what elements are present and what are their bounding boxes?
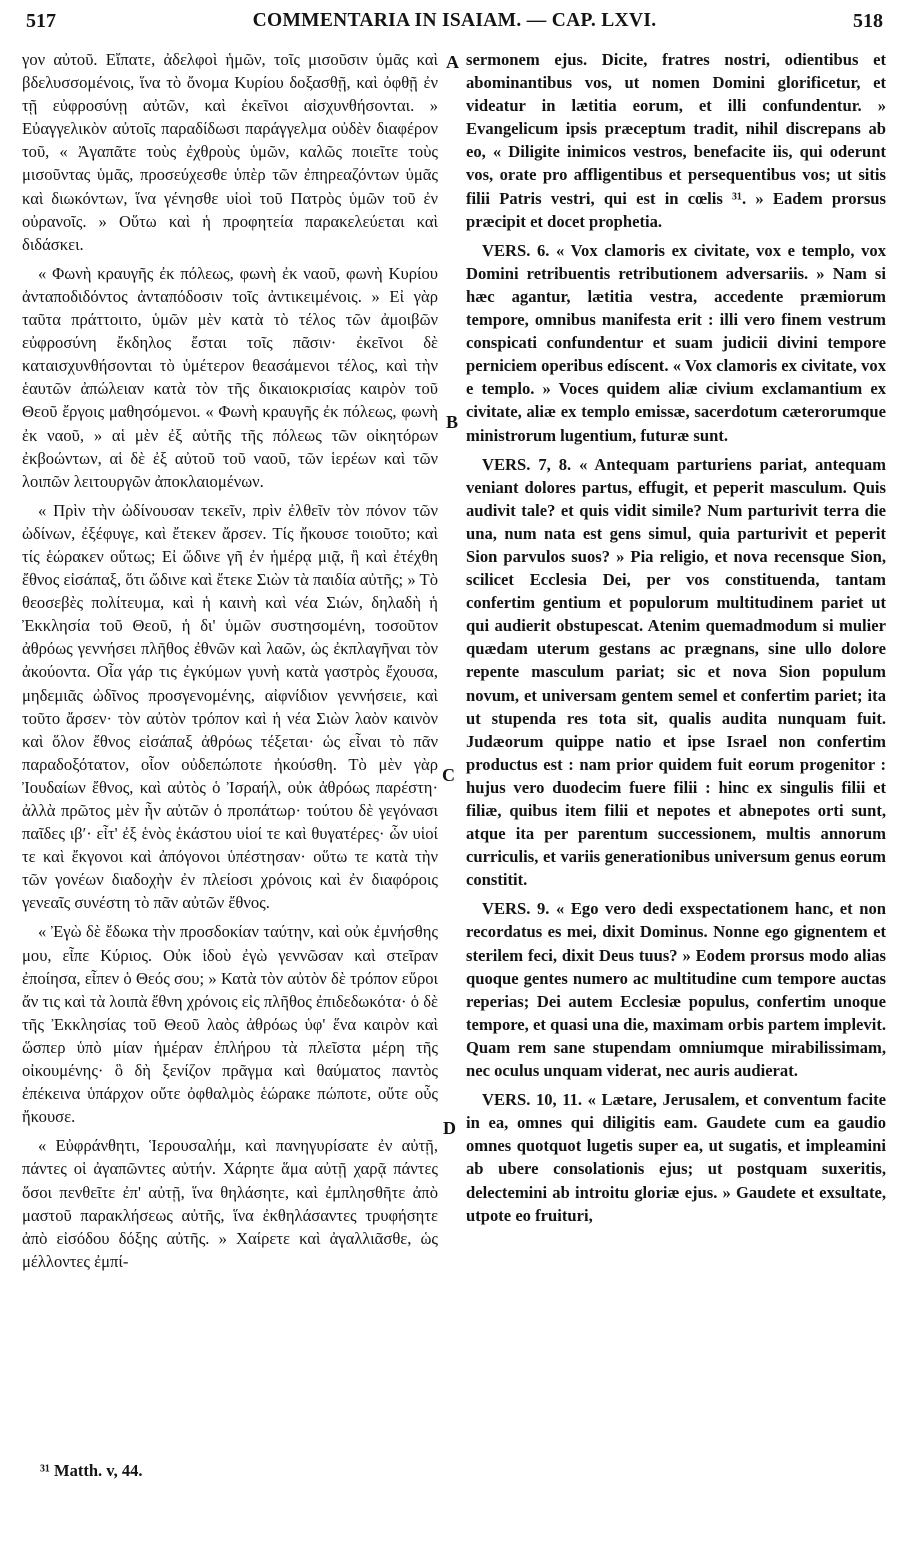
greek-paragraph: « Εὐφράνθητι, Ἱερουσαλήμ, καὶ πανηγυρίσατε ἐν αὐτῇ, πάντες οἱ ἀγαπῶντες αὐτήν. Χάρητε ἅμα αὐτῇ χαρᾷ πάντες ὅσοι πενθεῖτε ἐπ' αὐτῇ, ἵνα θηλάσητε, καὶ ἐμπλησθῆτε ἀπὸ μαστοῦ παρακλήσεως αὐτῆς, ἵνα ἐκθηλάσαντες τρυφήσητε ἀπὸ εἰσόδου δόξης αὐτῆς. » Χαίρετε καὶ ἀγαλλιᾶσθε, ὡς μέλλοντες ἐμπί- — [22, 1136, 438, 1271]
greek-paragraph: « Φωνὴ κραυγῆς ἐκ πόλεως, φωνὴ ἐκ ναοῦ, φωνὴ Κυρίου ἀνταποδιδόντος ἀνταπόδοσιν τοῖς ἀντικειμένοις. » Εἰ γὰρ ταῦτα πράττοιτο, ὑμῶν μὲν κατὰ τὸ τέλος τῶν ἀμοιβῶν εὐφροσύνη ἔκδηλος ἔσται τοῖς πᾶσιν· ἐκεῖνοι δὲ καταισχυνθήσονται τὸ ὑμέτερον θεασάμενοι τέλος, καὶ τὴν ἑαυτῶν ἀπώλειαν κατὰ τὸν τῆς δικαιοκρισίας καιρὸν τοῦ Θεοῦ ἔργοις μαθησόμενοι. « Φωνὴ κραυγῆς ἐκ πόλεως, φωνὴ ἐκ ναοῦ, » αἱ μὲν ἐξ αὐτῆς τῆς πόλεως τῶν οἰκητόρων ἐκβοώντων, αἱ δὲ ἐξ αὐτοῦ τοῦ ναοῦ, τῶν ἱερέων καὶ τῶν λοιπῶν λειτουργῶν ἀποκλαιομένων. — [22, 263, 438, 491]
greek-paragraph: « Ἐγὼ δὲ ἔδωκα τὴν προσδοκίαν ταύτην, καὶ οὐκ ἐμνήσθης μου, εἶπε Κύριος. Οὐκ ἰδοὺ ἐγὼ γεννῶσαν καὶ στεῖραν ἐποίησα, εἶπεν ὁ Θεός σου; » Κατὰ τὸν αὐτὸν δὲ τρόπον εὕροι ἄν τις καὶ τὰ λοιπὰ ἔθνη χρόνοις εἰς πλῆθος ἐπιδεδωκότα· ὁ δὲ τῆς Ἐκκλησίας τοῦ Θεοῦ λαὸς ἀθρόως ὑφ' ἕνα καιρὸν καὶ ὥσπερ ὑπὸ μίαν ἡμέραν ἐπλήρου τὰ πλεῖστα μέρη τῆς οἰκουμένης· ὃ δὴ ξενίζον πρᾶγμα καὶ θαύματος παντὸς ἐπέκεινα ὑπάρχον οὔτε ὀφθαλμὸς ἑώρακε πώποτε, οὔτε οὖς ἤκουσε. — [22, 922, 438, 1127]
greek-paragraph: γον αὐτοῦ. Εἴπατε, ἀδελφοὶ ἡμῶν, τοῖς μισοῦσιν ὑμᾶς καὶ βδελυσσομένοις, ἵνα τὸ ὄνομα Κυρίου δοξασθῇ, καὶ ὀφθῇ ἐν τῇ εὐφροσύνῃ αὐτῶν, καὶ ἐκεῖνοι αἰσχυνθήσονται. » Εὐαγγελικὸν αὐτοῖς παραδίδωσι παράγγελμα οὐδὲν διαφέρον τοῦ, « Ἀγαπᾶτε τοὺς ἐχθροὺς ὑμῶν, καλῶς ποιεῖτε τοὺς μισοῦντας ὑμᾶς, προσεύχεσθε ὑπὲρ τῶν ἐπηρεαζόντων ὑμᾶς καὶ διωκόντων, ἵνα γένησθε υἱοὶ τοῦ Πατρὸς ὑμῶν τοῦ ἐν οὐρανοῖς. » Οὕτω καὶ ἡ προφητεία παρακελεύεται καὶ διδάσκει. — [22, 50, 438, 254]
page-header — [26, 6, 883, 36]
footnote: ³¹ Matth. v, 44. — [40, 1461, 143, 1480]
page-number-right: 518 — [853, 9, 883, 32]
page-number-left: 517 — [26, 9, 56, 32]
latin-paragraph-vers-10-11: VERS. 10, 11. « Lætare, Jerusalem, et conventum facite in ea, omnes qui diligitis eam. Gaudete cum ea gaudio omnes quotquot lugetis super ea, ut sugatis, et impleamini ab ubere consolationis ejus; ut postquam suxeritis, delectemini ab introitu gloriæ ejus. » Gaudete et exsultate, utpote eo fruituri, — [466, 1090, 886, 1225]
margin-marker-d: D — [443, 1118, 456, 1138]
margin-marker-b: B — [446, 412, 459, 432]
margin-marker-a: A — [446, 52, 459, 72]
latin-column — [466, 48, 886, 1227]
latin-paragraph: sermonem ejus. Dicite, fratres nostri, odientibus et abominantibus vos, ut nomen Domini glorificetur, et videatur in lætitia eorum, et illi confundentur. » Evangelicum ipsis præceptum tradit, nihil discrepans ab eo, « Diligite inimicos vestros, benefacite iis, qui oderunt vos, orate pro affligentibus et persequentibus vos; ut sitis filii Patris vestri, qui est in cœlis ³¹. » Eadem prorsus præcipit et docet prophetia. — [466, 50, 886, 231]
latin-paragraph-vers-9: VERS. 9. « Ego vero dedi exspectationem hanc, et non recordatus es mei, dixit Dominus. Nonne ego gignentem et sterilem feci, dixit Deus tuus? » Eodem prorsus modo alias quoque gentes numero ac multitudine cum tempore auctas reperias; Dei autem Ecclesiæ populus, confertim unoque tempore, et quasi una die, maximam orbis partem implevit. Quam rem sane stupendam omniumque mirabilissimam, nec oculus unquam viderat, nec auris audierat. — [466, 899, 886, 1081]
greek-paragraph: « Πρὶν τὴν ὠδίνουσαν τεκεῖν, πρὶν ἐλθεῖν τὸν πόνον τῶν ὠδίνων, ἐξέφυγε, καὶ ἔτεκεν ἄρσεν. Τίς ἤκουσε τοιοῦτο; καὶ τίς ἑώρακεν οὕτως; Εἰ ὤδινε γῆ ἐν ἡμέρᾳ μιᾷ, ἢ καὶ ἐτέχθη ἔθνος εἰσάπαξ, ὅτι ὤδινε καὶ ἔτεκε Σιὼν τὰ παιδία αὐτῆς; » Τὸ θεοσεβὲς πολίτευμα, καὶ ἡ καινὴ καὶ νέα Σιών, δηλαδὴ ἡ Ἐκκλησία τοῦ Θεοῦ, ἡ δι' ὑμῶν συστησομένη, τοσοῦτον ἀθρόως γεννήσει πλῆθος ἐθνῶν καὶ λαῶν, ὡς ἐκπλαγῆναι τὸν ἀκούοντα. Οἷα γάρ τις ἐγκύμων γυνὴ κατὰ γαστρὸς ἔχουσα, μηδεμιᾶς ὠδῖνος προσγενομένης, αἰφνίδιον γεννήσειε, καὶ τοῦτο ἄρσεν· τὸν αὐτὸν τρόπον καὶ ἡ νέα Σιὼν λαὸν καινὸν καὶ ὅλον ἔθνος εἰσάπαξ ἀθρόως τέξεται· ὡς εἶναι τὸ πᾶν παραδοξότατον, οἷον οὐδεπώποτε ἠκούσθη. Τὸ μὲν γὰρ Ἰουδαίων ἔθνος, καὶ αὐτὸς ὁ Ἰσραήλ, οὐκ ἀθρόως παρέστη· ἀλλὰ πρῶτος μὲν ἦν αὐτῶν ὁ προπάτωρ· τούτου δὲ γεγόνασι παῖδες ιβʹ· εἶτ' ἐξ ἑνὸς ἑκάστου υἱοί τε καὶ θυγατέρες· ὧν υἱοί τε καὶ ἔκγονοι καὶ ἀπόγονοι ὑπέστησαν· οὕτω τε κατὰ τὴν τῶν γονέων διαδοχὴν ἐν πλείοσι χρόνοις καὶ ἐν διαφόροις γενεαῖς συνέστη τὸ πᾶν αὐτῶν ἔθνος. — [22, 500, 438, 913]
latin-paragraph-vers-6: VERS. 6. « Vox clamoris ex civitate, vox e templo, vox Domini retribuentis retributionem adversariis. » Nam si hæc agantur, lætitia vestra, accedente præmiorum tempore, omnibus manifesta erit : illi vero finem vestrum conspicati confundentur et suam judicii divini tempore perniciem operibus edíscent. « Vox clamoris ex civitate, vox e templo. » Voces quidem aliæ civium exclamantium ex civitate, aliæ ex templo emissæ, sacerdotum cæterorumque ministrorum lugentium, futuræ sunt. — [466, 240, 886, 445]
margin-marker-c: C — [442, 765, 455, 785]
latin-paragraph-vers-7-8: VERS. 7, 8. « Antequam parturiens pariat, antequam veniant dolores partus, effugit, et peperit masculum. Quis audivit tale? et quis vidit simile? Num parturivit terra die una, num nata est gens simul, quia parturivit et peperit Sion parvulos suos? » Pia religio, et nova recensque Sion, scilicet Ecclesia Dei, per vos constituenda, tantam confertim gentium et populorum multitudinem pariet ut qui audierit obstupescat. Atenim quemadmodum si mulier quædam uterum gestans ac prægnans, sine ullo dolore repente masculum pariat; sic et nova Sion populum novum, et universam gentem semel et confertim pariet; ita ut stupenda res tota sit, qualis audita nunquam fuit. Judæorum quippe natio et ipse Israel non confertim productus est : nam prior quidem fuit eorum progenitor : hujus vero duodecim fuere filii : hinc ex singulis filii et filiæ, quibus item filii et nepotes et abnepotes orti sunt, atque ita per parentum successionem, multis annorum curriculis, et variis generationibus universum genus eorum constitit. — [466, 454, 886, 890]
greek-column — [22, 48, 438, 1273]
running-title: COMMENTARIA IN ISAIAM. — CAP. LXVI. — [252, 10, 657, 31]
